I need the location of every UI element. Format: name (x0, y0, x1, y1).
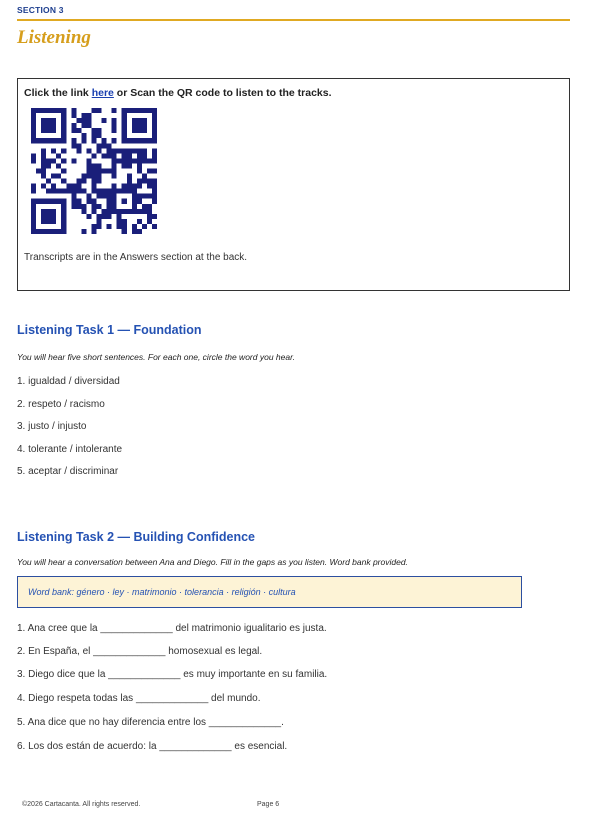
task1-item-3: 3. justo / injusto (17, 421, 87, 432)
task1-item-5: 5. aceptar / discriminar (17, 466, 119, 477)
task1-instruction: You will hear five short sentences. For each one, circle the word you hear. (17, 352, 295, 362)
transcripts-note: Transcripts are in the Answers section at the back. (24, 252, 248, 263)
task1-item-4: 4. tolerante / intolerante (17, 444, 123, 455)
footer-page-number: Page 6 (257, 801, 280, 808)
task2-item-2: 2. En España, el _____________ homosexual es legal. (17, 646, 263, 657)
task1-title: Listening Task 1 — Foundation (17, 323, 202, 337)
qr-code[interactable] (31, 108, 157, 234)
word-bank (17, 576, 522, 608)
task2-item-6: 6. Los dos están de acuerdo: la _____________ es esencial. (17, 741, 288, 752)
task2-item-3: 3. Diego dice que la _____________ es muy importante en su familia. (17, 669, 328, 680)
task2-item-5: 5. Ana dice que no hay diferencia entre los _____________. (17, 717, 284, 728)
qr-box (17, 78, 570, 291)
page-title: Listening (17, 27, 91, 48)
footer-copyright: ©2026 Cartacanta. All rights reserved. (22, 801, 141, 808)
qr-instruction-prefix: Click the link (24, 87, 92, 99)
word-bank-text: Word bank: género · ley · matrimonio · tolerancia · religión · cultura (28, 587, 296, 597)
task2-item-1: 1. Ana cree que la _____________ del matrimonio igualitario es justa. (17, 623, 327, 634)
qr-instruction-suffix: or Scan the QR code to listen to the tracks. (113, 87, 332, 99)
task2-title: Listening Task 2 — Building Confidence (17, 530, 255, 544)
task1-item-2: 2. respeto / racismo (17, 399, 105, 410)
task2-instruction: You will hear a conversation between Ana and Diego. Fill in the gaps as you listen. Word bank provided. (17, 557, 408, 567)
qr-instruction (24, 87, 332, 99)
section-label: SECTION 3 (17, 5, 64, 15)
task2-item-4: 4. Diego respeta todas las _____________ del mundo. (17, 693, 261, 704)
tracks-link[interactable]: here (91, 87, 114, 99)
task1-item-1: 1. igualdad / diversidad (17, 376, 120, 387)
header-rule (17, 19, 570, 21)
